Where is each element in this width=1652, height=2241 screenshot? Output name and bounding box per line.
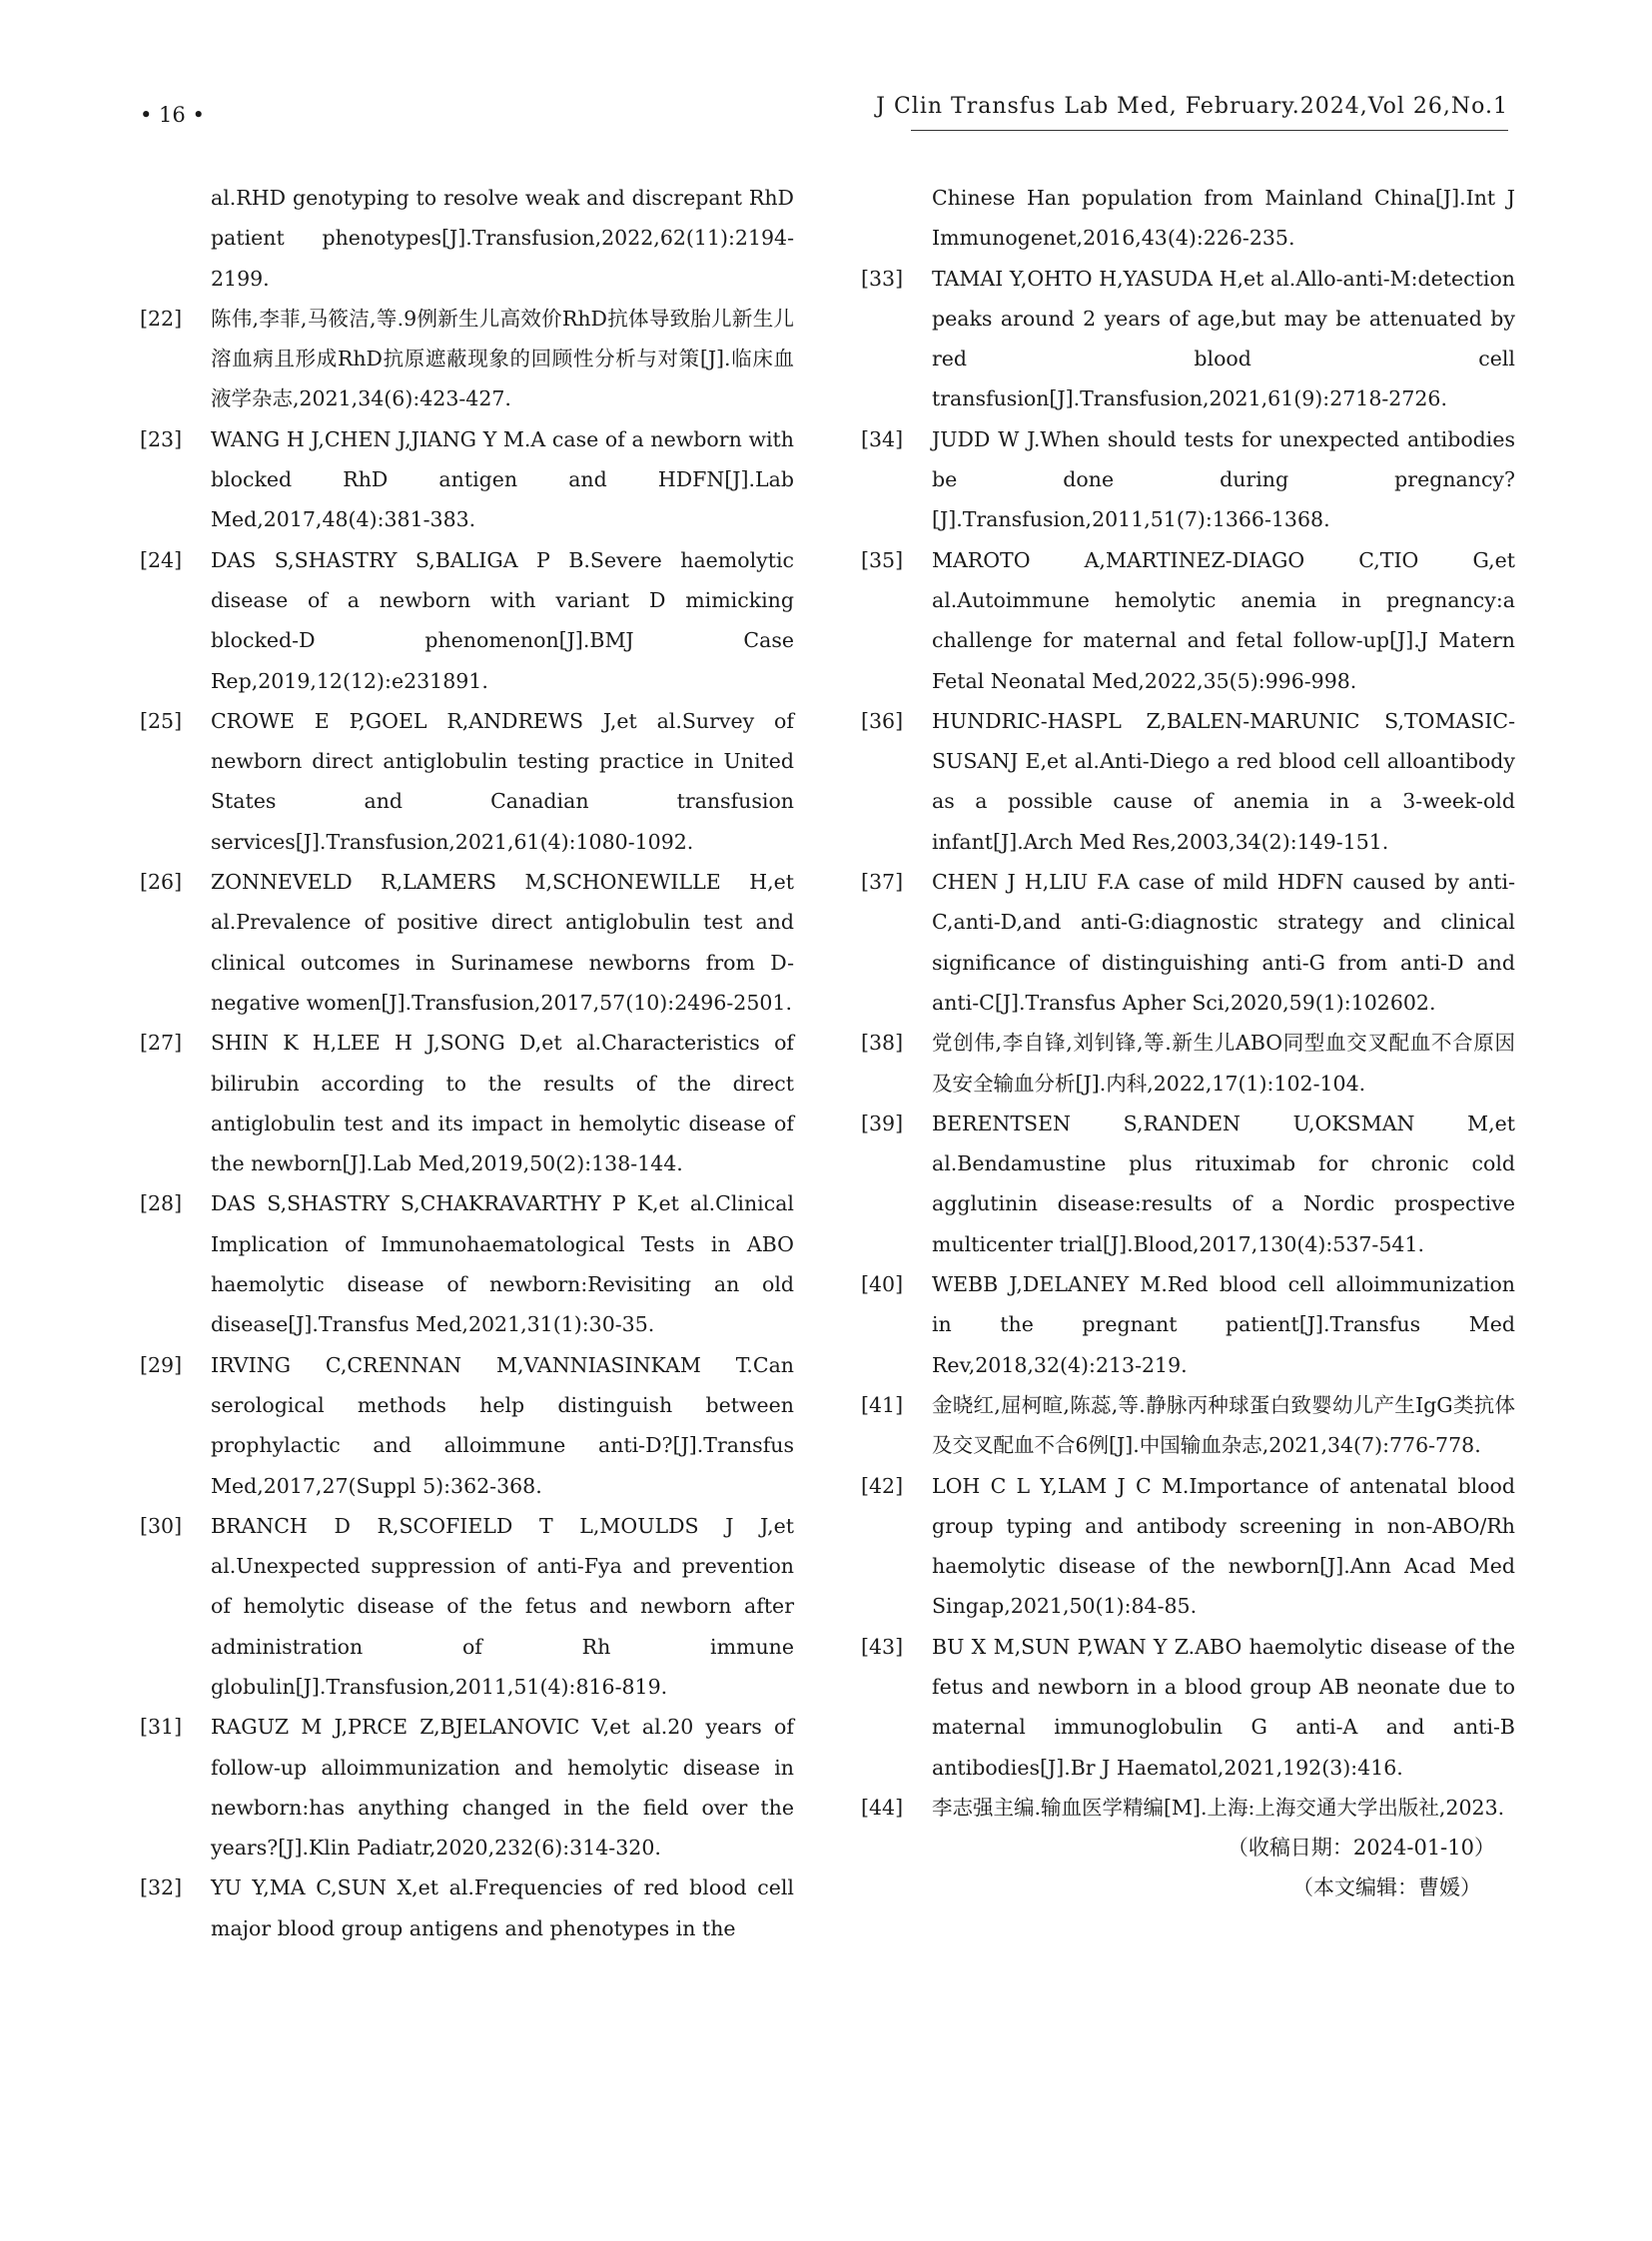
reference-text: IRVING C,CRENNAN M,VANNIASINKAM T.Can serological methods help distinguish between prophylactic and alloimmune anti-D?[J].Transfus Med,2017,27(Suppl 5):362-368. (211, 1352, 794, 1498)
references-left-column (140, 178, 794, 1948)
reference-item (861, 1788, 1515, 1828)
reference-number: [26] (140, 870, 183, 895)
page-number: • 16 • (140, 103, 205, 127)
reference-number: [33] (861, 266, 904, 291)
reference-number: [25] (140, 708, 183, 733)
reference-text: 李志强主编.输血医学精编[M].上海:上海交通大学出版社,2023. (932, 1795, 1505, 1820)
reference-text: WEBB J,DELANEY M.Red blood cell alloimmunization in the pregnant patient[J].Transfus Med Rev,2018,32(4):213-219. (932, 1272, 1515, 1377)
reference-text: BRANCH D R,SCOFIELD T L,MOULDS J J,et al.Unexpected suppression of anti-Fya and prevention of hemolytic disease of the fetus and newborn after administration of Rh immune globulin[J].Transfusion,2011,51(4):816-819. (211, 1513, 794, 1699)
reference-number: [22] (140, 306, 183, 331)
reference-item (861, 1104, 1515, 1264)
reference-text: YU Y,MA C,SUN X,et al.Frequencies of red blood cell major blood group antigens and phenotypes in the (211, 1875, 794, 1940)
reference-item (140, 1183, 794, 1344)
reference-number: [39] (861, 1111, 904, 1135)
header-rule (911, 130, 1508, 131)
reference-text: 金晓红,屈柯暄,陈蕊,等.静脉丙种球蛋白致婴幼儿产生IgG类抗体及交叉配血不合6例[J].中国输血杂志,2021,34(7):776-778. (932, 1392, 1515, 1458)
reference-number: [23] (140, 426, 183, 451)
reference-text: CHEN J H,LIU F.A case of mild HDFN caused by anti-C,anti-D,and anti-G:diagnostic strategy and clinical significance of distinguishing anti-G from anti-D and anti-C[J].Transfus Apher Sci,2020,59(1):102602. (932, 870, 1515, 1015)
reference-number: [34] (861, 426, 904, 451)
reference-text: TAMAI Y,OHTO H,YASUDA H,et al.Allo-anti-M:detection peaks around 2 years of age,but may be attenuated by red blood cell transfusion[J].Transfusion,2021,61(9):2718-2726. (932, 266, 1515, 411)
reference-item (861, 540, 1515, 701)
reference-number: [43] (861, 1634, 904, 1659)
reference-text: MAROTO A,MARTINEZ-DIAGO C,TIO G,et al.Autoimmune hemolytic anemia in pregnancy:a challenge for maternal and fetal follow-up[J].J Matern Fetal Neonatal Med,2022,35(5):996-998. (932, 547, 1515, 693)
reference-number: [31] (140, 1715, 183, 1740)
reference-item (861, 178, 1515, 259)
reference-item (861, 701, 1515, 862)
received-date: （收稿日期：2024-01-10） (1227, 1836, 1495, 1861)
reference-text: RAGUZ M J,PRCE Z,BJELANOVIC V,et al.20 years of follow-up alloimmunization and hemolytic disease in newborn:has anything changed in the field over the years?[J].Klin Padiatr,2020,232(6):314-320. (211, 1715, 794, 1861)
reference-item (140, 540, 794, 701)
reference-item (861, 419, 1515, 540)
reference-item (140, 1707, 794, 1868)
reference-item (861, 259, 1515, 419)
reference-text: BERENTSEN S,RANDEN U,OKSMAN M,et al.Bendamustine plus rituximab for chronic cold agglutinin disease:results of a Nordic prospective multicenter trial[J].Blood,2017,130(4):537-541. (932, 1111, 1515, 1256)
reference-text: LOH C L Y,LAM J C M.Importance of antenatal blood group typing and antibody screening in non-ABO/Rh haemolytic disease of the newborn[J].Ann Acad Med Singap,2021,50(1):84-85. (932, 1473, 1515, 1619)
reference-text: 陈伟,李菲,马筱洁,等.9例新生儿高效价RhD抗体导致胎儿新生儿溶血病且形成RhD抗原遮蔽现象的回顾性分析与对策[J].临床血液学杂志,2021,34(6):423-427. (211, 306, 794, 411)
reference-item (861, 1466, 1515, 1627)
reference-item (140, 1506, 794, 1707)
reference-number: [40] (861, 1272, 904, 1297)
reference-text: BU X M,SUN P,WAN Y Z.ABO haemolytic disease of the fetus and newborn in a blood group AB neonate due to maternal immunoglobulin G anti-A and anti-B antibodies[J].Br J Haematol,2021,192(3):416. (932, 1634, 1515, 1780)
reference-number: [42] (861, 1473, 904, 1498)
reference-number: [36] (861, 708, 904, 733)
reference-item (140, 419, 794, 540)
reference-number: [37] (861, 870, 904, 895)
reference-item (861, 1264, 1515, 1385)
reference-number: [35] (861, 547, 904, 572)
reference-text: WANG H J,CHEN J,JIANG Y M.A case of a newborn with blocked RhD antigen and HDFN[J].Lab Med,2017,48(4):381-383. (211, 426, 794, 532)
reference-number: [29] (140, 1352, 183, 1377)
reference-text: CROWE E P,GOEL R,ANDREWS J,et al.Survey of newborn direct antiglobulin testing practice in United States and Canadian transfusion services[J].Transfusion,2021,61(4):1080-1092. (211, 708, 794, 854)
reference-text: JUDD W J.When should tests for unexpected antibodies be done during pregnancy?[J].Transfusion,2011,51(7):1366-1368. (932, 426, 1515, 532)
reference-number: [38] (861, 1031, 904, 1056)
reference-item (140, 1868, 794, 1948)
editor-note: （本文编辑：曹媛） (1292, 1875, 1481, 1900)
reference-text: SHIN K H,LEE H J,SONG D,et al.Characteristics of bilirubin according to the results of the direct antiglobulin test and its impact in hemolytic disease of the newborn[J].Lab Med,2019,50(2):138-144. (211, 1031, 794, 1176)
reference-item (140, 862, 794, 1023)
reference-text: Chinese Han population from Mainland China[J].Int J Immunogenet,2016,43(4):226-235. (932, 186, 1515, 251)
reference-item (861, 862, 1515, 1023)
reference-text: ZONNEVELD R,LAMERS M,SCHONEWILLE H,et al.Prevalence of positive direct antiglobulin test and clinical outcomes in Surinamese newborns from D-negative women[J].Transfusion,2017,57(10):2496-2501. (211, 870, 794, 1015)
journal-header: J Clin Transfus Lab Med, February.2024,Vol 26,No.1 (876, 94, 1508, 119)
reference-number: [30] (140, 1513, 183, 1538)
reference-text: HUNDRIC-HASPL Z,BALEN-MARUNIC S,TOMASIC-SUSANJ E,et al.Anti-Diego a red blood cell alloantibody as a possible cause of anemia in a 3-week-old infant[J].Arch Med Res,2003,34(2):149-151. (932, 708, 1515, 854)
reference-number: [44] (861, 1795, 904, 1820)
reference-item (861, 1627, 1515, 1788)
reference-item (861, 1385, 1515, 1466)
reference-item (140, 1345, 794, 1506)
reference-number: [27] (140, 1031, 183, 1056)
references-right-column (861, 178, 1515, 1908)
reference-item (861, 1023, 1515, 1104)
reference-text: al.RHD genotyping to resolve weak and discrepant RhD patient phenotypes[J].Transfusion,2022,62(11):2194-2199. (211, 186, 794, 291)
reference-number: [32] (140, 1875, 183, 1900)
reference-text: 党创伟,李自锋,刘钊锋,等.新生儿ABO同型血交叉配血不合原因及安全输血分析[J].内科,2022,17(1):102-104. (932, 1031, 1515, 1096)
reference-item (140, 1023, 794, 1183)
reference-text: DAS S,SHASTRY S,BALIGA P B.Severe haemolytic disease of a newborn with variant D mimicking blocked-D phenomenon[J].BMJ Case Rep,2019,12(12):e231891. (211, 547, 794, 693)
reference-text: DAS S,SHASTRY S,CHAKRAVARTHY P K,et al.Clinical Implication of Immunohaematological Tests in ABO haemolytic disease of newborn:Revisiting an old disease[J].Transfus Med,2021,31(1):30-35. (211, 1191, 794, 1337)
reference-item (140, 299, 794, 419)
reference-item (140, 178, 794, 299)
reference-number: [24] (140, 547, 183, 572)
reference-item (140, 701, 794, 862)
reference-number: [41] (861, 1392, 904, 1417)
reference-number: [28] (140, 1191, 183, 1216)
